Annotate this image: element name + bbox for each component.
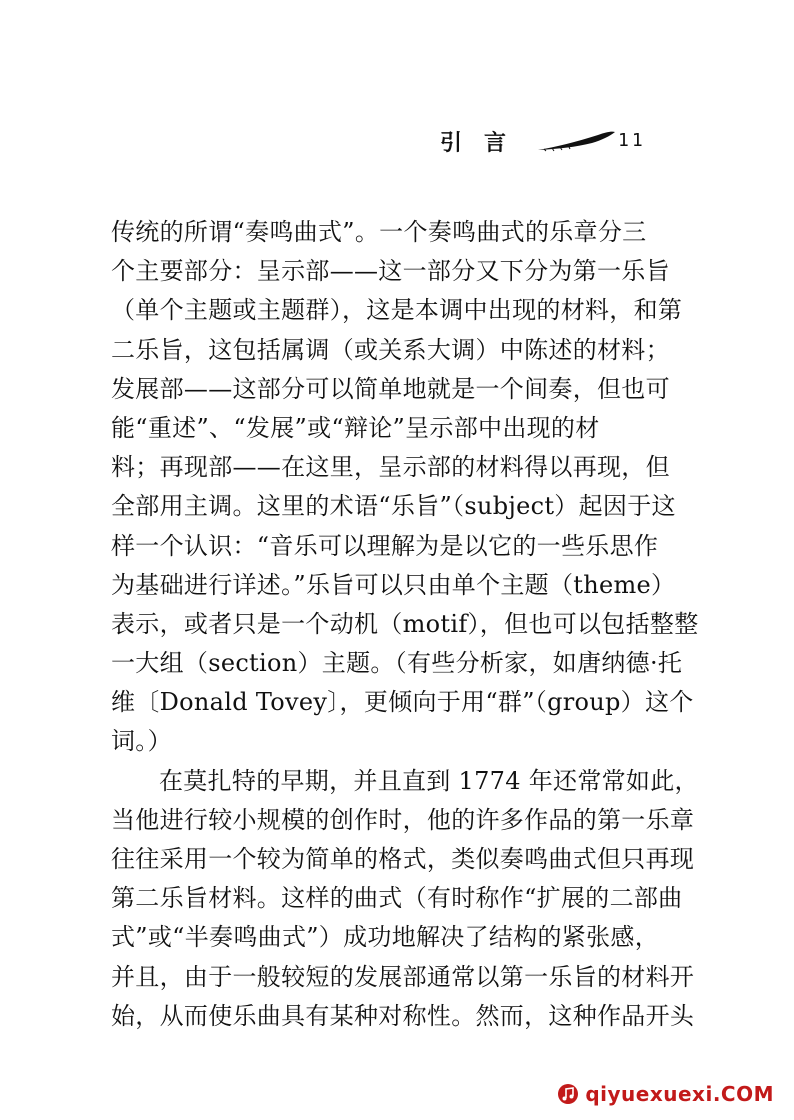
text-line: 当他进行较小规模的创作时，他的许多作品的第一乐章	[111, 805, 695, 834]
watermark	[557, 1082, 774, 1106]
paragraph	[111, 213, 699, 762]
text-line: 并且，由于一般较短的发展部通常以第一乐旨的材料开	[111, 962, 695, 991]
paragraph	[111, 762, 699, 1036]
text-line: 个主要部分：呈示部——这一部分又下分为第一乐旨	[111, 257, 670, 286]
text-line: 能“重述”、“发展”或“辩论”呈示部中出现的材	[111, 413, 600, 442]
text-line: 发展部——这部分可以简单地就是一个间奏，但也可	[111, 374, 670, 403]
text-line: 一大组（section）主题。（有些分析家，如唐纳德·托	[111, 649, 683, 678]
text-line: 样一个认识：“音乐可以理解为是以它的一些乐思作	[111, 531, 659, 560]
text-line: 传统的所谓“奏鸣曲式”。一个奏鸣曲式的乐章分三	[111, 218, 647, 246]
text-line: 第二乐旨材料。这样的曲式（有时称作“扩展的二部曲	[111, 884, 683, 913]
text-line: 料；再现部——在这里，呈示部的材料得以再现，但	[111, 453, 670, 482]
page-header	[440, 126, 680, 160]
text-line: 在莫扎特的早期，并且直到 1774 年还常常如此，	[159, 766, 699, 795]
page-number: 11	[618, 130, 646, 151]
text-line: 表示，或者只是一个动机（motif），但也可以包括整整	[111, 609, 699, 638]
running-title: 引言	[440, 131, 529, 156]
music-note-icon	[557, 1083, 579, 1105]
text-line: 往往采用一个较为简单的格式，类似奏鸣曲式但只再现	[111, 845, 695, 873]
text-line: （单个主题或主题群），这是本调中出现的材料，和第	[111, 296, 683, 325]
text-line: 全部用主调。这里的术语“乐旨”（subject）起因于这	[111, 492, 676, 521]
feather-ornament-icon	[536, 130, 616, 152]
text-line: 二乐旨，这包括属调（或关系大调）中陈述的材料；	[111, 335, 670, 364]
text-line: 为基础进行详述。”乐旨可以只由单个主题（theme）	[111, 570, 676, 599]
watermark-text: qiyuexuexi.COM	[585, 1082, 774, 1106]
text-line: 式”或“半奏鸣曲式”）成功地解决了结构的紧张感，	[111, 923, 660, 952]
body-text	[111, 213, 699, 1036]
text-line: 始，从而使乐曲具有某种对称性。然而，这种作品开头	[111, 1001, 695, 1030]
text-line: 词。）	[111, 727, 172, 756]
text-line: 维〔Donald Tovey〕，更倾向于用“群”（group）这个	[111, 688, 694, 717]
